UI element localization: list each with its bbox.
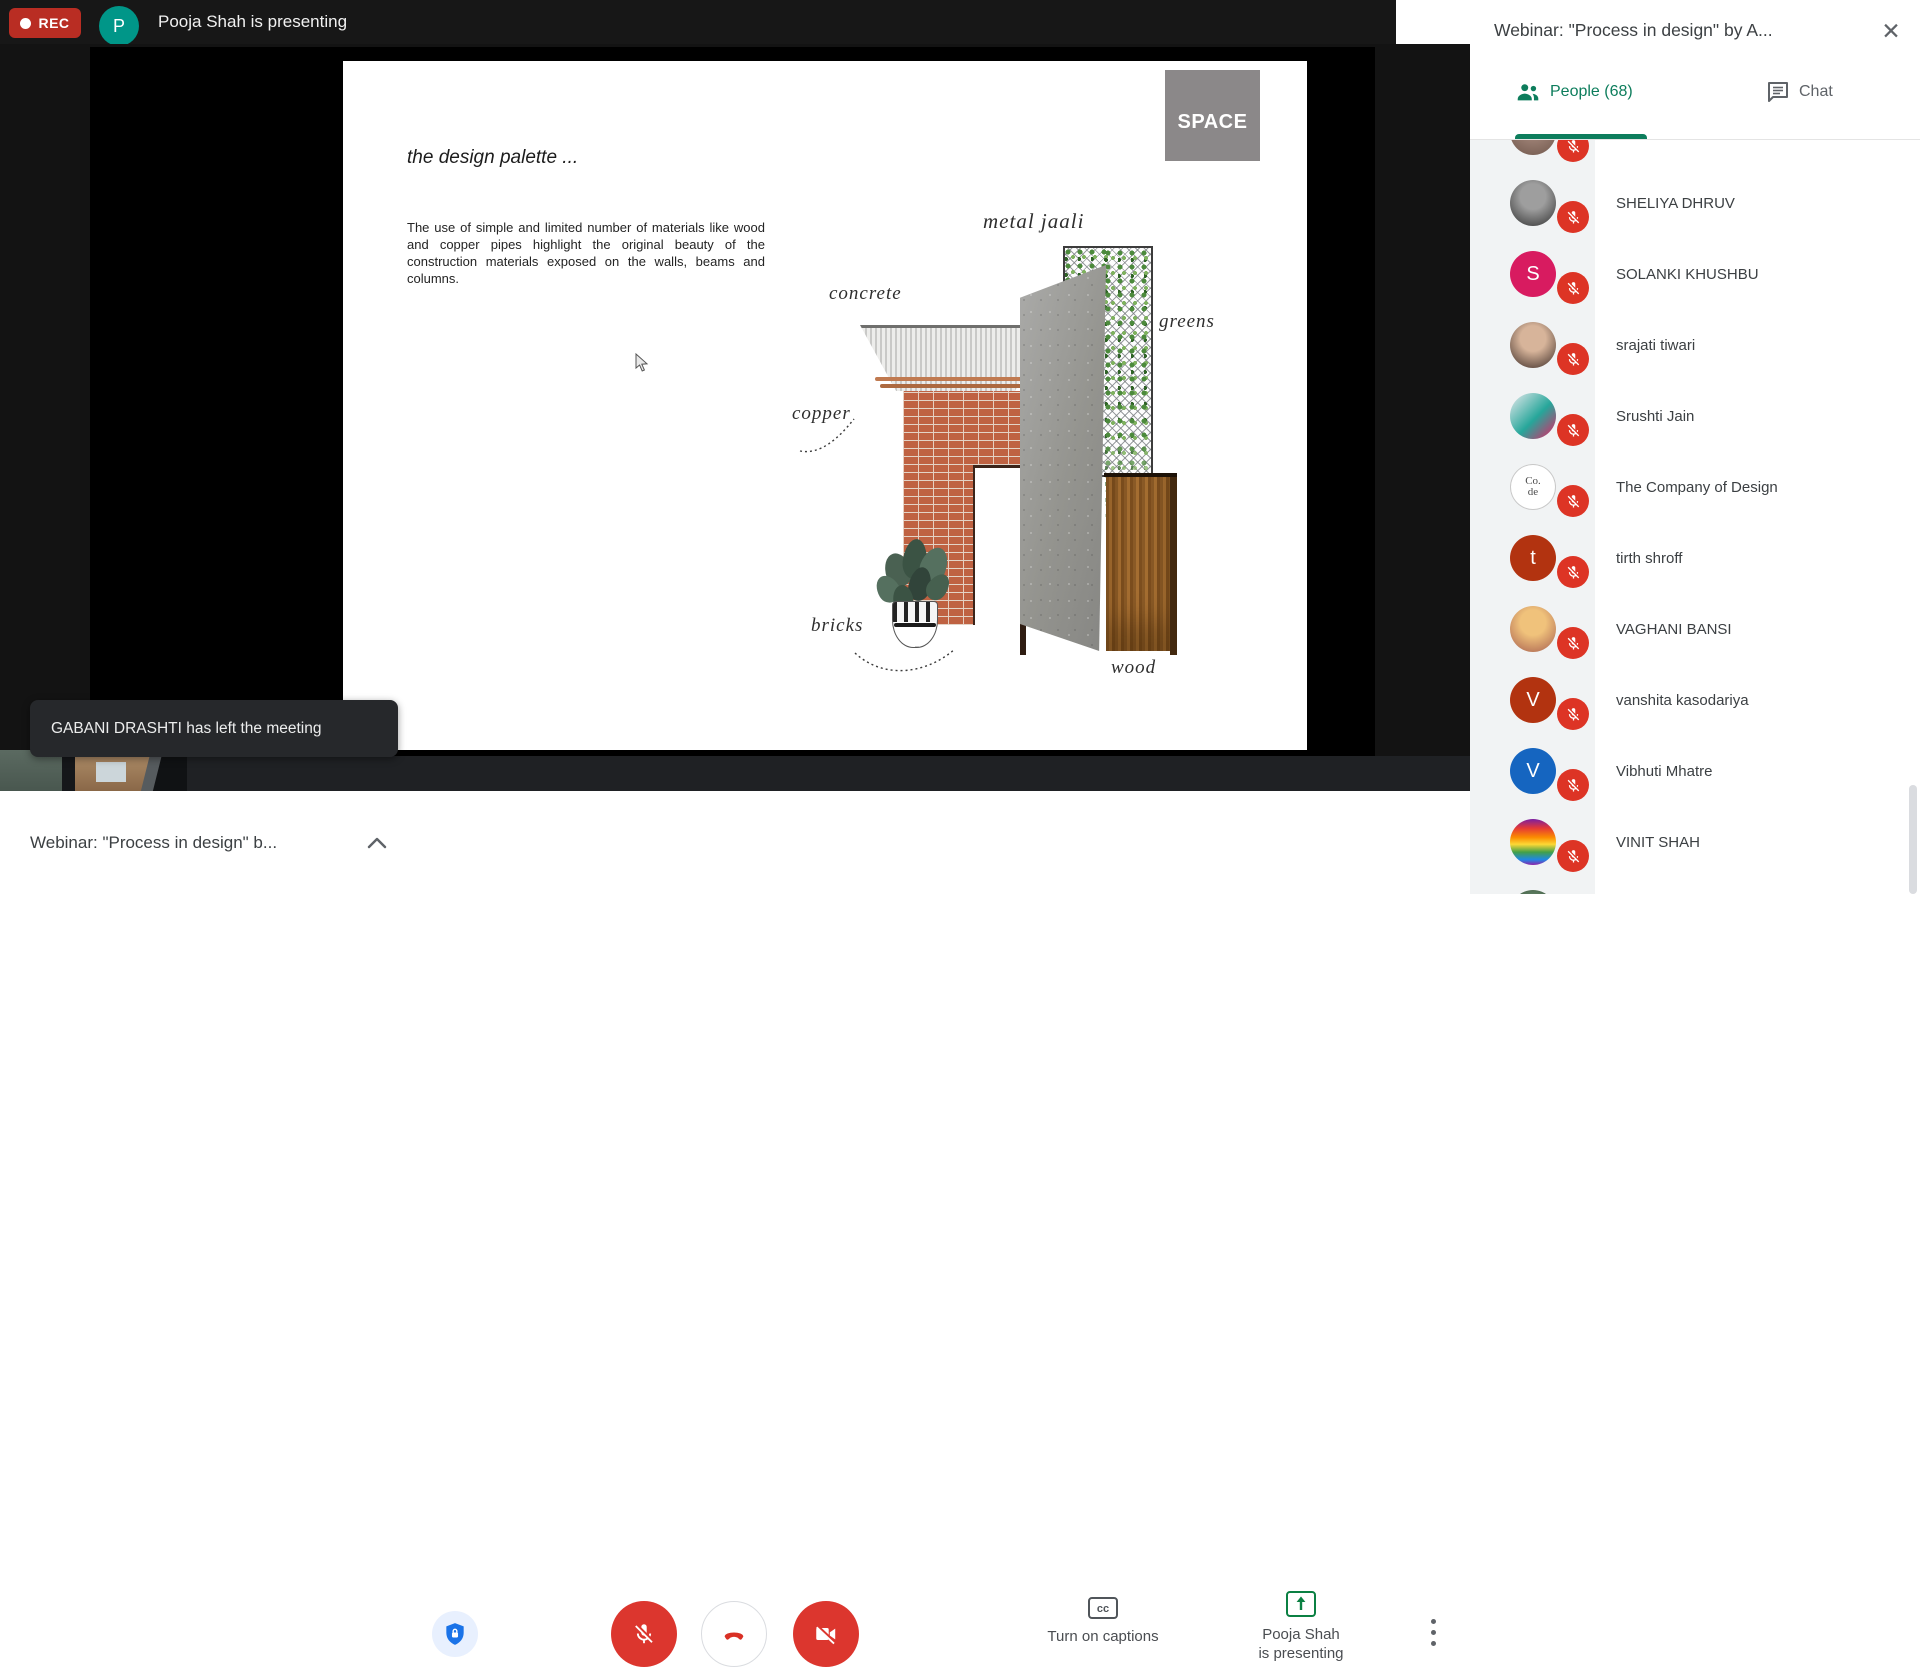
participant-name: VAGHANI BANSI	[1616, 621, 1732, 638]
label-wood: wood	[1111, 657, 1157, 678]
wood-panel-side	[1170, 477, 1177, 655]
leave-call-button[interactable]	[701, 1601, 767, 1667]
wood-panel	[1106, 477, 1170, 651]
recording-label: REC	[38, 15, 70, 31]
recording-dot-icon	[20, 18, 31, 29]
side-panel	[1470, 0, 1920, 894]
top-bar	[0, 0, 1396, 44]
mic-off-icon	[1565, 493, 1582, 510]
captions-label: Turn on captions	[1047, 1628, 1159, 1645]
participant-avatar: V	[1510, 677, 1556, 723]
dot-icon	[1431, 1630, 1436, 1635]
mic-off-icon	[1565, 706, 1582, 723]
mic-off-icon	[1565, 848, 1582, 865]
panel-title: Webinar: "Process in design" by A...	[1494, 20, 1773, 40]
filmstrip-bar	[0, 756, 1470, 791]
mute-badge	[1557, 272, 1589, 304]
chevron-up-icon[interactable]	[366, 835, 388, 851]
label-metal-jaali: metal jaali	[983, 209, 1085, 233]
participant-row[interactable]	[1470, 878, 1920, 894]
label-concrete: concrete	[829, 283, 902, 304]
mic-off-icon	[631, 1621, 657, 1647]
participant-avatar: V	[1510, 748, 1556, 794]
captions-button[interactable]	[1033, 1597, 1173, 1645]
tab-chat-label: Chat	[1799, 83, 1833, 100]
meeting-safety-button[interactable]	[432, 1611, 478, 1657]
label-greens: greens	[1159, 311, 1215, 332]
toast-notification: GABANI DRASHTI has left the meeting	[30, 700, 398, 757]
present-screen-icon	[1286, 1591, 1316, 1617]
participant-name: vanshita kasodariya	[1616, 692, 1749, 709]
mic-off-icon	[1565, 351, 1582, 368]
mute-badge	[1557, 140, 1589, 162]
dot-icon	[1431, 1619, 1436, 1624]
meeting-title[interactable]: Webinar: "Process in design" b...	[30, 833, 278, 852]
presentation-stage	[0, 44, 1470, 756]
mic-off-icon	[1565, 635, 1582, 652]
space-logo	[1165, 70, 1260, 161]
label-bricks: bricks	[811, 615, 864, 636]
mute-mic-button[interactable]	[611, 1601, 677, 1667]
mute-badge	[1557, 627, 1589, 659]
participant-avatar	[1510, 606, 1556, 652]
cc-glyph: cc	[1096, 1603, 1110, 1615]
participant-row[interactable]	[1470, 594, 1920, 665]
close-icon[interactable]: ✕	[1881, 18, 1901, 44]
chat-icon	[1766, 81, 1790, 103]
plant-pot-band	[894, 623, 936, 627]
mute-badge	[1557, 840, 1589, 872]
people-icon	[1515, 81, 1541, 103]
participant-name: srajati tiwari	[1616, 337, 1696, 354]
participant-avatar	[1510, 890, 1556, 894]
mic-off-icon	[1565, 777, 1582, 794]
participant-name: The Company of Design	[1616, 479, 1778, 496]
mic-off-icon	[1565, 564, 1582, 581]
scrollbar-thumb[interactable]	[1909, 785, 1917, 894]
tab-people-label: People (68)	[1550, 83, 1633, 100]
call-end-icon	[720, 1620, 748, 1648]
door-opening	[973, 465, 1023, 625]
presenting-name: Pooja Shah	[1262, 1626, 1340, 1643]
participant-row[interactable]	[1470, 736, 1920, 807]
bottom-control-bar	[0, 791, 1470, 1662]
slide-body-text: The use of simple and limited number of materials like wood and copper pipes highlight the original beauty of the construction materials exposed on the walls, beams and columns.	[407, 220, 765, 286]
participant-row[interactable]	[1470, 665, 1920, 736]
mic-off-icon	[1565, 422, 1582, 439]
mute-badge	[1557, 698, 1589, 730]
mouse-cursor-icon	[635, 353, 649, 373]
participant-avatar: S	[1510, 251, 1556, 297]
participant-row[interactable]	[1470, 168, 1920, 239]
shield-lock-icon	[442, 1621, 468, 1647]
videocam-off-icon	[813, 1621, 839, 1647]
participant-row[interactable]	[1470, 523, 1920, 594]
closed-captions-icon	[1088, 1597, 1118, 1619]
participant-row[interactable]	[1470, 807, 1920, 878]
mic-off-icon	[1565, 209, 1582, 226]
participant-name: SOLANKI KHUSHBU	[1616, 266, 1759, 283]
presenter-initial: P	[112, 15, 125, 36]
participant-row[interactable]	[1470, 381, 1920, 452]
participant-name: Vibhuti Mhatre	[1616, 763, 1713, 780]
participant-name: VINIT SHAH	[1616, 834, 1700, 851]
camera-off-button[interactable]	[793, 1601, 859, 1667]
participant-name: tirth shroff	[1616, 550, 1683, 567]
participant-avatar	[1510, 819, 1556, 865]
tab-people[interactable]	[1515, 72, 1633, 112]
copper-pipe	[880, 384, 1040, 388]
space-logo-text: SPACE	[1177, 111, 1248, 133]
mute-badge	[1557, 485, 1589, 517]
mute-badge	[1557, 414, 1589, 446]
mic-off-icon	[1565, 140, 1582, 155]
presenting-status-button[interactable]	[1231, 1591, 1371, 1663]
participant-avatar	[1510, 322, 1556, 368]
participant-row[interactable]	[1470, 310, 1920, 381]
webcam-paper	[96, 762, 126, 782]
mic-off-icon	[1565, 280, 1582, 297]
participant-avatar: Co. de	[1510, 464, 1556, 510]
presentation-slide	[343, 61, 1307, 750]
participant-name: SHELIYA DHRUV	[1616, 195, 1735, 212]
dot-icon	[1431, 1641, 1436, 1646]
recording-badge	[9, 8, 81, 38]
mute-badge	[1557, 556, 1589, 588]
tab-chat[interactable]	[1766, 72, 1833, 112]
presenting-status: is presenting	[1258, 1645, 1344, 1662]
participant-avatar: t	[1510, 535, 1556, 581]
mute-badge	[1557, 201, 1589, 233]
participant-name: Srushti Jain	[1616, 408, 1695, 425]
more-options-button[interactable]	[1426, 1619, 1440, 1653]
concrete-texture	[1020, 265, 1106, 651]
participant-row[interactable]	[1470, 452, 1920, 523]
slide-heading: the design palette ...	[407, 147, 579, 168]
participant-row[interactable]	[1470, 239, 1920, 310]
participant-avatar	[1510, 393, 1556, 439]
label-copper: copper	[792, 403, 851, 424]
participant-avatar	[1510, 140, 1556, 155]
presenter-avatar	[99, 6, 139, 46]
mute-badge	[1557, 343, 1589, 375]
bricks-leader-line	[855, 647, 957, 679]
participant-row[interactable]	[1470, 140, 1920, 168]
copper-leader-line	[798, 413, 858, 455]
mute-badge	[1557, 769, 1589, 801]
participant-list[interactable]	[1470, 140, 1920, 894]
shared-screen-video	[90, 47, 1375, 756]
presenting-title: Pooja Shah is presenting	[158, 12, 348, 31]
participant-avatar	[1510, 180, 1556, 226]
